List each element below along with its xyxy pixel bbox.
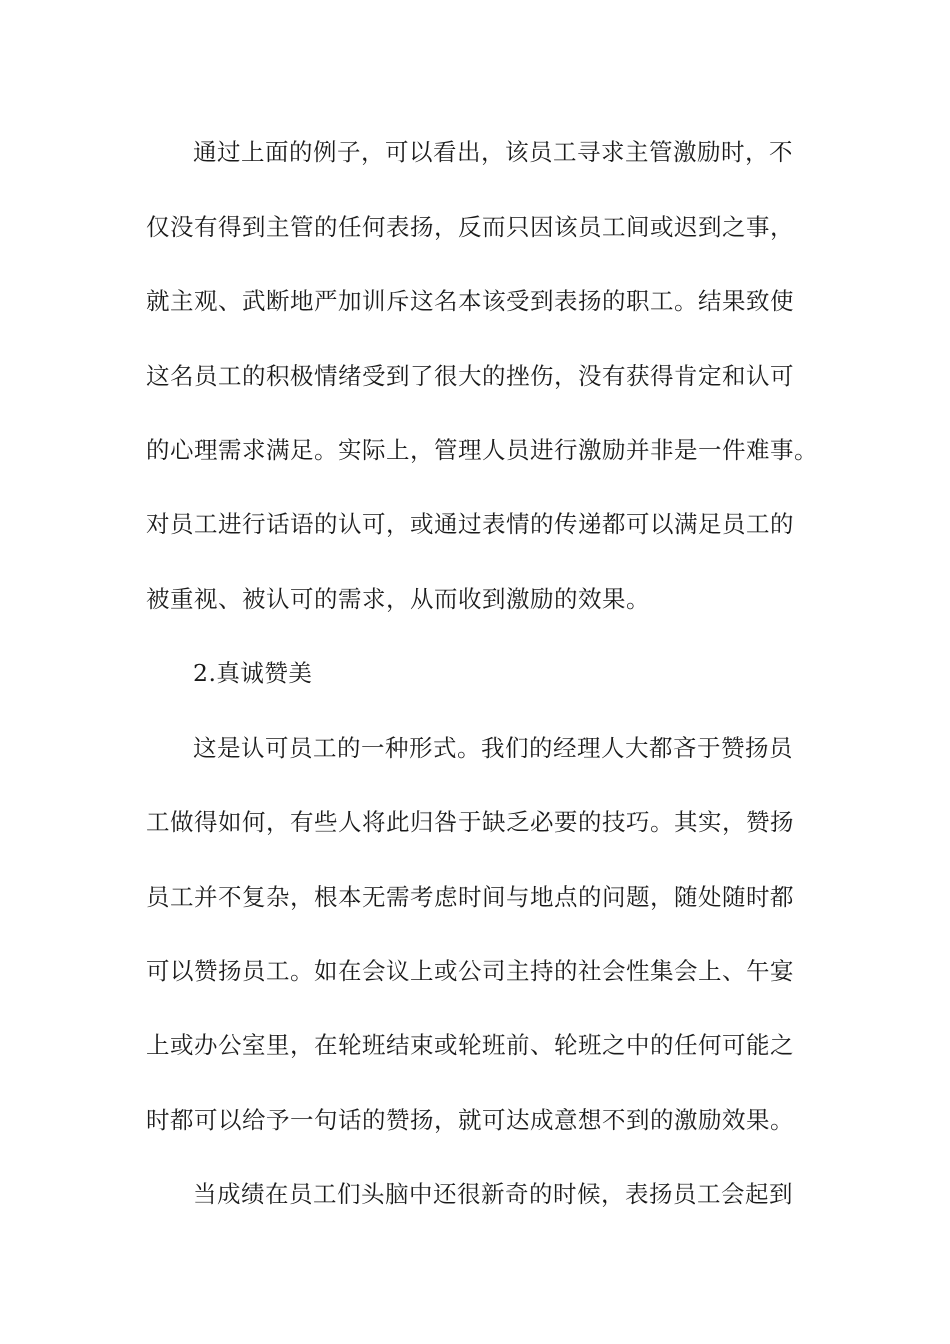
paragraph-1-line-2: 仅没有得到主管的任何表扬，反而只因该员工间或迟到之事， xyxy=(146,213,794,241)
paragraph-2-line-3: 员工并不复杂，根本无需考虑时间与地点的问题，随处随时都 xyxy=(146,883,794,911)
paragraph-1-line-6: 对员工进行话语的认可，或通过表情的传递都可以满足员工的 xyxy=(146,510,794,538)
paragraph-2-line-1: 这是认可员工的一种形式。我们的经理人大都吝于赞扬员 xyxy=(193,734,793,762)
paragraph-3-line-1: 当成绩在员工们头脑中还很新奇的时候，表扬员工会起到 xyxy=(193,1180,793,1208)
paragraph-2-line-2: 工做得如何，有些人将此归咎于缺乏必要的技巧。其实，赞扬 xyxy=(146,808,794,836)
paragraph-2-line-5: 上或办公室里，在轮班结束或轮班前、轮班之中的任何可能之 xyxy=(146,1031,794,1059)
section-heading: 2.真诚赞美 xyxy=(193,659,313,687)
paragraph-2-line-4: 可以赞扬员工。如在会议上或公司主持的社会性集会上、午宴 xyxy=(146,957,794,985)
paragraph-2-line-6: 时都可以给予一句话的赞扬，就可达成意想不到的激励效果。 xyxy=(146,1106,794,1134)
paragraph-1-line-4: 这名员工的积极情绪受到了很大的挫伤，没有获得肯定和认可 xyxy=(146,362,794,390)
paragraph-1-line-3: 就主观、武断地严加训斥这名本该受到表扬的职工。结果致使 xyxy=(146,287,794,315)
paragraph-1-line-7: 被重视、被认可的需求，从而收到激励的效果。 xyxy=(146,585,650,613)
paragraph-1-line-1: 通过上面的例子，可以看出，该员工寻求主管激励时，不 xyxy=(193,138,793,166)
paragraph-1-line-5: 的心理需求满足。实际上，管理人员进行激励并非是一件难事。 xyxy=(146,436,818,464)
